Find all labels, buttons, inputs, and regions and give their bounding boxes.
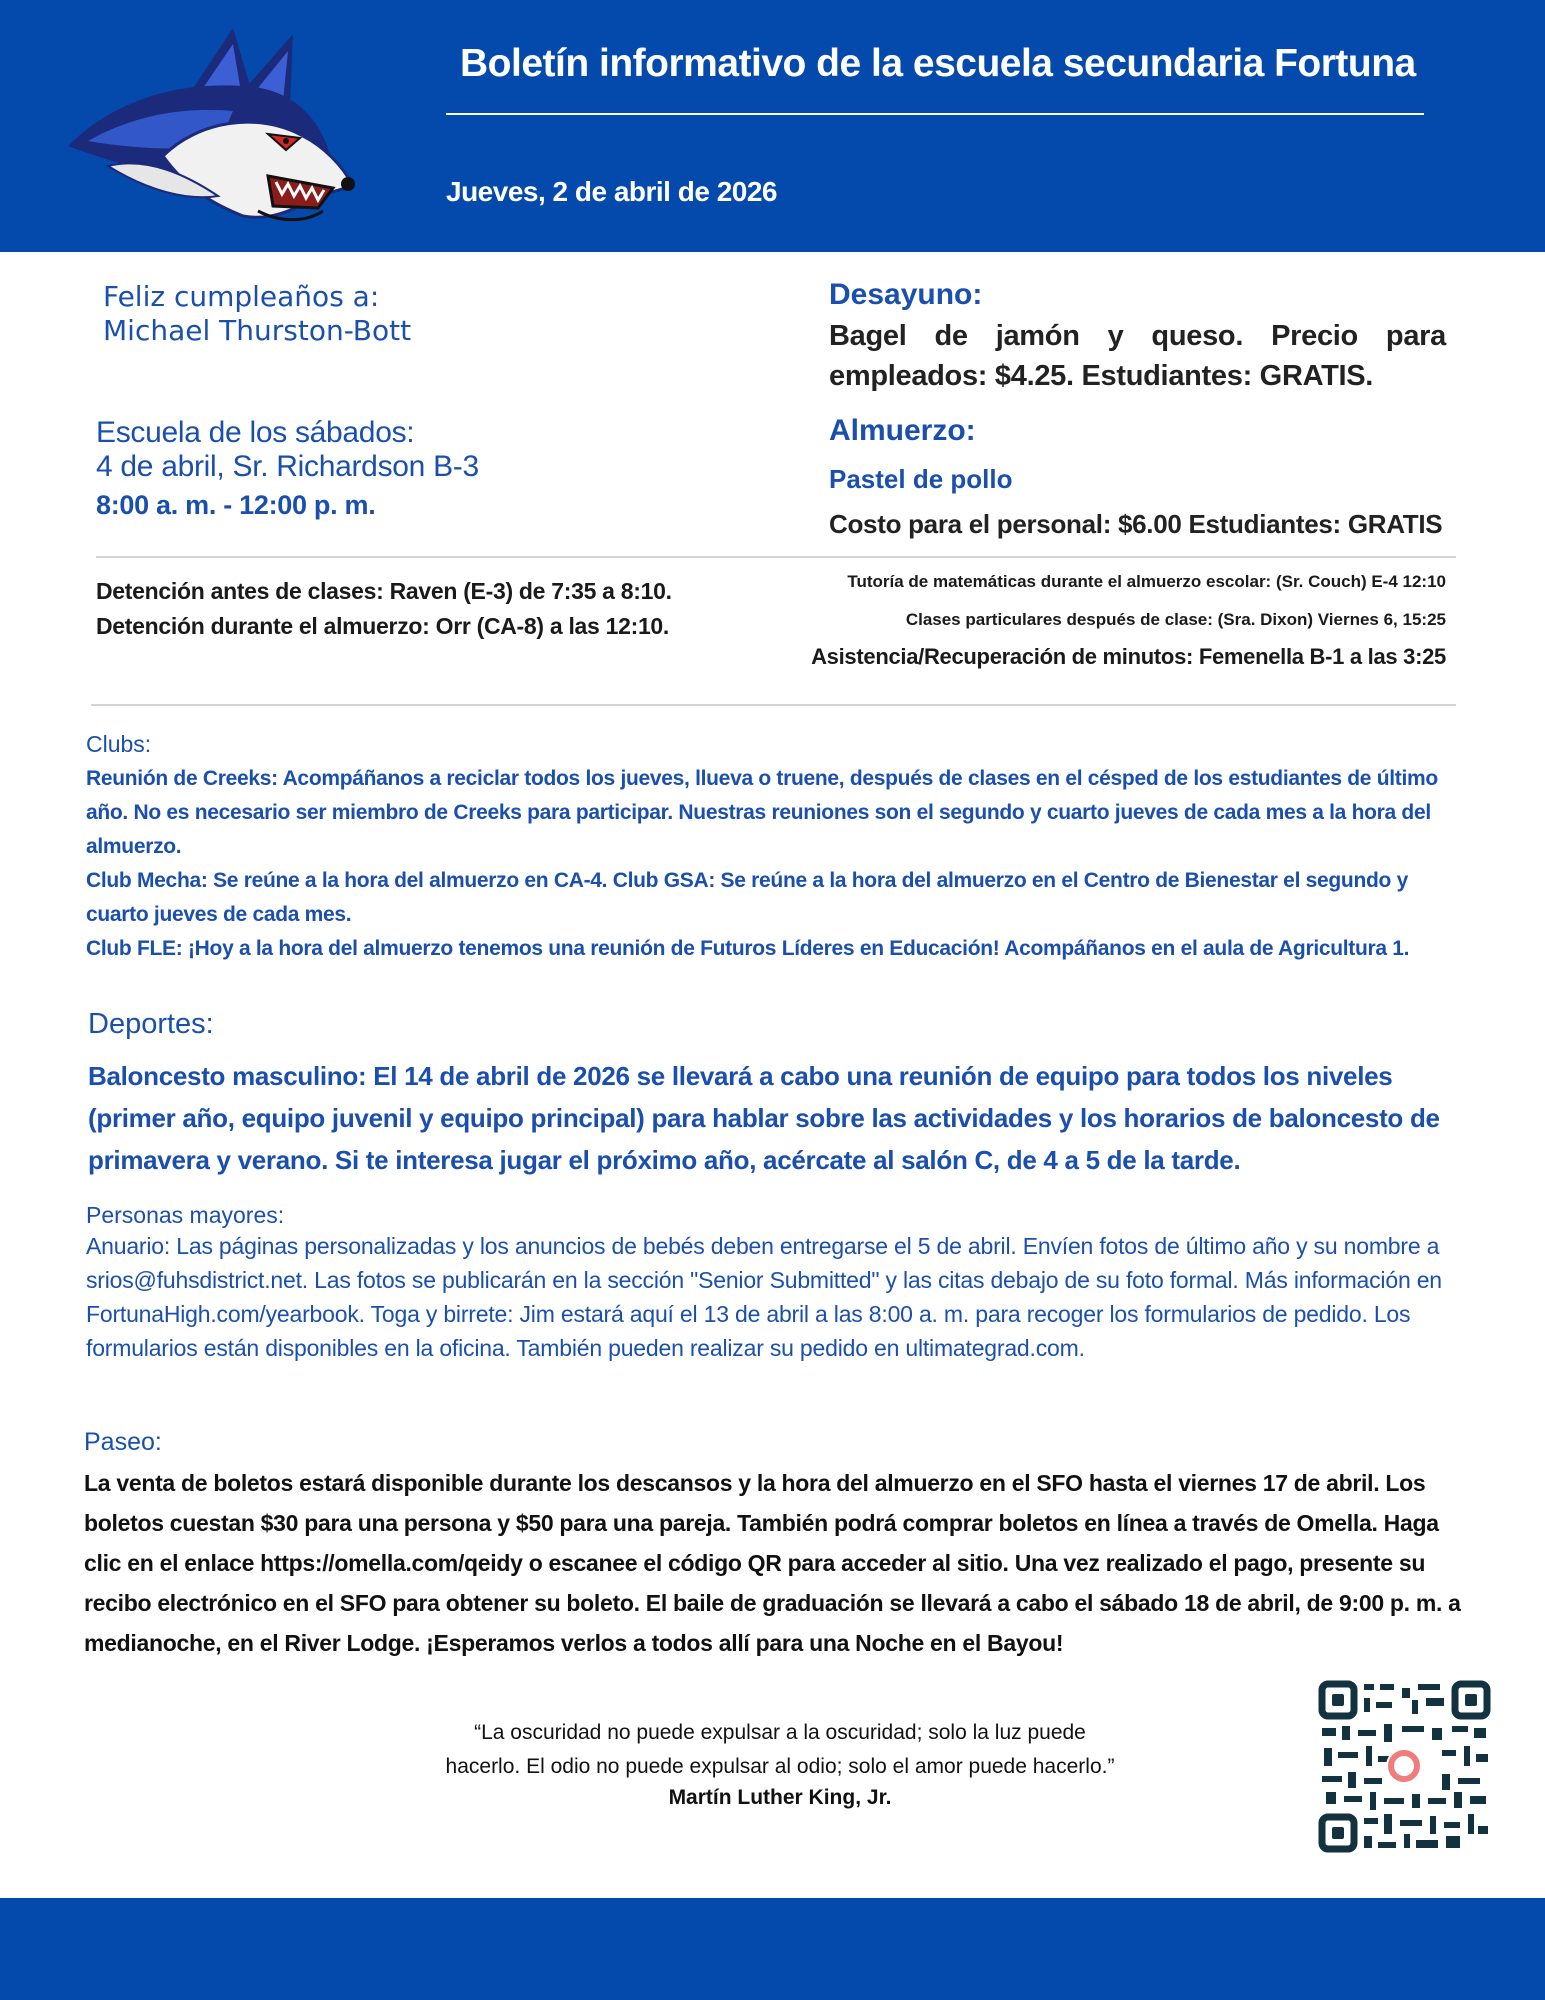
tutoring-section xyxy=(760,572,1446,670)
newsletter-header xyxy=(0,0,1545,252)
prom-section xyxy=(84,1428,1474,1663)
breakfast-text: Bagel de jamón y queso. Precio para empleados: $4.25. Estudiantes: GRATIS. xyxy=(829,320,1446,392)
quote-section xyxy=(380,1716,1180,1810)
prom-heading: Paseo: xyxy=(84,1428,162,1456)
quote-author: Martín Luther King, Jr. xyxy=(668,1786,892,1809)
detention-section xyxy=(96,574,672,644)
saturday-school-date: 4 de abril, Sr. Richardson B-3 xyxy=(96,450,479,483)
detention-before: Detención antes de clases: Raven (E-3) de 7:35 a 8:10. xyxy=(96,578,672,604)
birthday-name: Michael Thurston-Bott xyxy=(103,314,412,347)
sports-heading: Deportes: xyxy=(88,1008,214,1040)
mecha-gsa-club: Club Mecha: Se reúne a la hora del almuerzo en CA-4. Club GSA: Se reúne a la hora del almuerzo en el Centro de Bienestar el segundo y cuarto jueves de cada mes. xyxy=(86,869,1408,926)
creeks-club: Reunión de Creeks: Acompáñanos a reciclar todos los jueves, llueva o truene, después de clases en el césped de los estudiantes de último año. No es necesario ser miembro de Creeks para participar. Nuestras reuniones son el segundo y cuarto jueves de cada mes a la hora del almuerzo. xyxy=(86,767,1438,858)
divider xyxy=(91,704,1456,706)
after-school-tutoring: Clases particulares después de clase: (Sra. Dixon) Viernes 6, 15:25 xyxy=(905,610,1446,629)
clubs-section xyxy=(86,731,1466,966)
breakfast-heading: Desayuno: xyxy=(829,278,983,311)
saturday-school-heading: Escuela de los sábados: xyxy=(96,416,415,449)
newsletter-footer xyxy=(0,1898,1545,2000)
attendance-recovery: Asistencia/Recuperación de minutos: Femenella B-1 a las 3:25 xyxy=(811,644,1446,669)
prom-text: La venta de boletos estará disponible durante los descansos y la hora del almuerzo en el SFO hasta el viernes 17 de abril. Los boletos cuestan $30 para una persona y $50 para una pareja. También podrá comprar boletos en línea a través de Omella. Haga clic en el enlace https://omella.com/qeidy o escanee el código QR para acceder al sitio. Una vez realizado el pago, presente su recibo electrónico en el SFO para obtener su boleto. El baile de graduación se llevará a cabo el sábado 18 de abril, de 9:00 p. m. a medianoche, en el River Lodge. ¡Esperamos verlos a todos allí para una Noche en el Bayou! xyxy=(84,1470,1461,1656)
lunch-cost: Costo para el personal: $6.00 Estudiantes: GRATIS xyxy=(829,509,1443,539)
math-tutoring: Tutoría de matemáticas durante el almuerzo escolar: (Sr. Couch) E-4 12:10 xyxy=(847,572,1446,591)
wolf-mascot-logo xyxy=(68,26,358,226)
lunch-item: Pastel de pollo xyxy=(829,464,1013,494)
birthday-section xyxy=(103,280,411,348)
title-divider xyxy=(446,113,1424,115)
saturday-school-section xyxy=(96,416,479,522)
fle-club: Club FLE: ¡Hoy a la hora del almuerzo tenemos una reunión de Futuros Líderes en Educación! Acompáñanos en el aula de Agricultura 1. xyxy=(86,937,1410,960)
qr-code-icon[interactable] xyxy=(1312,1674,1497,1859)
newsletter-date: Jueves, 2 de abril de 2026 xyxy=(446,176,777,207)
sports-section xyxy=(88,1008,1468,1181)
detention-lunch: Detención durante el almuerzo: Orr (CA-8) a las 12:10. xyxy=(96,613,670,639)
quote-line-2: hacerlo. El odio no puede expulsar al odio; solo el amor puede hacerlo.” xyxy=(445,1755,1115,1778)
seniors-text: Anuario: Las páginas personalizadas y los anuncios de bebés deben entregarse el 5 de abril. Envíen fotos de último año y su nombre a srios@fuhsdistrict.net. Las fotos se publicarán en la sección "Senior Submitted" y las citas debajo de su foto formal. Más información en FortunaHigh.com/yearbook. Toga y birrete: Jim estará aquí el 13 de abril a las 8:00 a. m. para recoger los formularios de pedido. Los formularios están disponibles en la oficina. También pueden realizar su pedido en ultimategrad.com. xyxy=(86,1233,1442,1361)
sports-text: Baloncesto masculino: El 14 de abril de 2026 se llevará a cabo una reunión de equipo para todos los niveles (primer año, equipo juvenil y equipo principal) para hablar sobre las actividades y los horarios de baloncesto de primavera y verano. Si te interesa jugar el próximo año, acércate al salón C, de 4 a 5 de la tarde. xyxy=(88,1061,1440,1175)
breakfast-section xyxy=(829,278,1446,396)
divider xyxy=(96,556,1456,558)
saturday-school-time: 8:00 a. m. - 12:00 p. m. xyxy=(96,490,376,520)
seniors-section xyxy=(86,1202,1466,1365)
clubs-heading: Clubs: xyxy=(86,731,152,757)
newsletter-title: Boletín informativo de la escuela secundaria Fortuna xyxy=(460,42,1416,85)
seniors-heading: Personas mayores: xyxy=(86,1202,285,1228)
quote-line-1: “La oscuridad no puede expulsar a la oscuridad; solo la luz puede xyxy=(474,1721,1086,1744)
birthday-heading: Feliz cumpleaños a: xyxy=(103,280,380,313)
qr-code-graphic xyxy=(1312,1674,1497,1859)
lunch-heading: Almuerzo: xyxy=(829,414,976,447)
lunch-section xyxy=(829,414,1446,540)
